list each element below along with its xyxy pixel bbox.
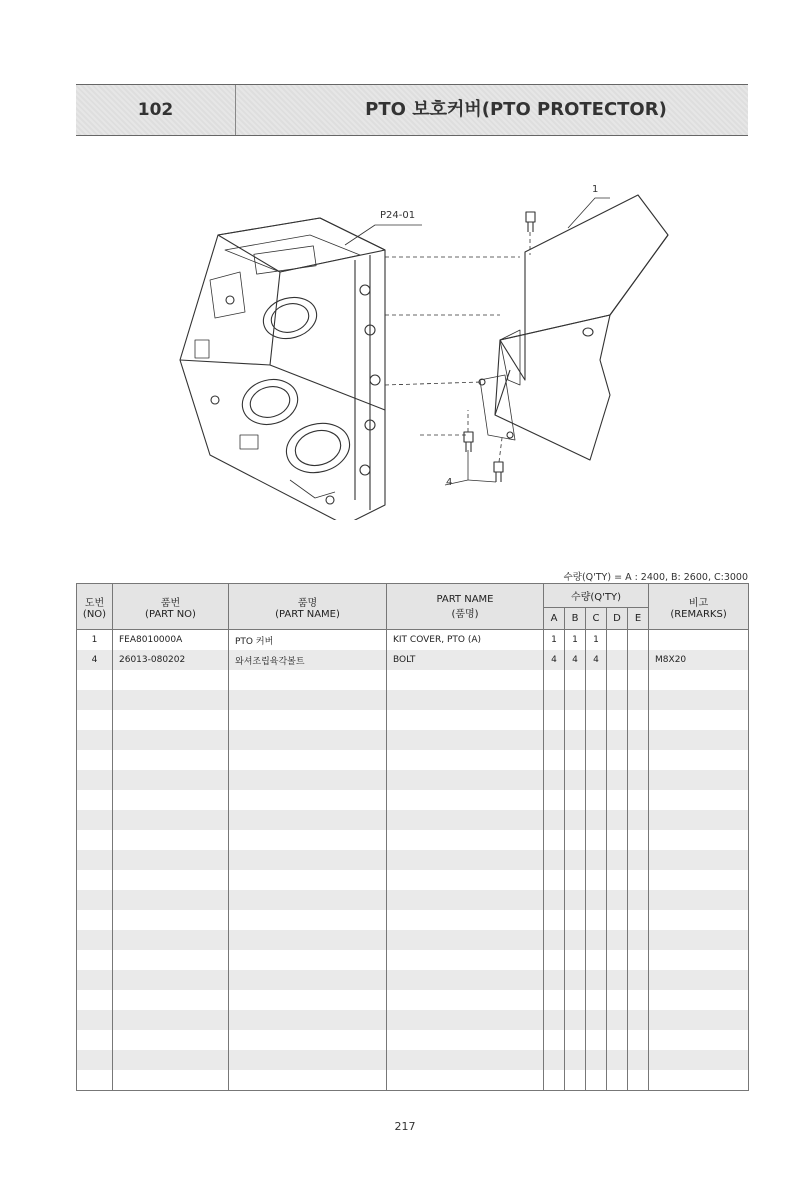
empty-row: [77, 1010, 749, 1030]
cell-part-no: FEA8010000A: [113, 630, 229, 651]
empty-row: [77, 770, 749, 790]
cell-no: 1: [77, 630, 113, 651]
cell-qty-b: 4: [565, 650, 586, 670]
section-title: PTO 보호커버(PTO PROTECTOR): [365, 99, 667, 120]
header-qty-e: E: [628, 608, 649, 630]
cell-qty-c: 1: [586, 630, 607, 651]
empty-row: [77, 970, 749, 990]
cell-name-en: KIT COVER, PTO (A): [387, 630, 544, 651]
callout-4: 4: [446, 477, 453, 488]
quantity-note: 수량(Q'TY) = A : 2400, B: 2600, C:3000: [563, 572, 748, 583]
empty-row: [77, 830, 749, 850]
table-row: [77, 630, 749, 651]
empty-row: [77, 730, 749, 750]
empty-row: [77, 890, 749, 910]
cell-qty-d: [607, 650, 628, 670]
cell-remarks: [649, 630, 749, 651]
empty-row: [77, 910, 749, 930]
cell-qty-e: [628, 650, 649, 670]
empty-row: [77, 870, 749, 890]
cell-qty-e: [628, 630, 649, 651]
empty-row: [77, 790, 749, 810]
cell-name-ko: 와셔조립육각볼트: [229, 650, 387, 670]
cell-qty-b: 1: [565, 630, 586, 651]
callout-1: 1: [592, 184, 599, 195]
cell-part-no: 26013-080202: [113, 650, 229, 670]
empty-row: [77, 990, 749, 1010]
page-number: 217: [394, 1120, 416, 1133]
empty-row: [77, 750, 749, 770]
header-qty-c: C: [586, 608, 607, 630]
empty-row: [77, 710, 749, 730]
empty-row: [77, 690, 749, 710]
empty-row: [77, 1030, 749, 1050]
header-no: 도번 (NO): [77, 584, 113, 630]
parts-table: [76, 583, 749, 1091]
pto-cover-drawing: [479, 195, 668, 460]
empty-row: [77, 810, 749, 830]
gearbox-housing-drawing: [180, 218, 385, 520]
empty-row: [77, 670, 749, 690]
cell-qty-a: 1: [544, 630, 565, 651]
header-qty-d: D: [607, 608, 628, 630]
cell-qty-a: 4: [544, 650, 565, 670]
cell-name-en: BOLT: [387, 650, 544, 670]
section-number: 102: [137, 100, 174, 120]
exploded-parts-diagram: [170, 180, 670, 520]
cell-qty-d: [607, 630, 628, 651]
cell-no: 4: [77, 650, 113, 670]
header-qty: 수량(Q'TY): [544, 584, 649, 608]
page-header: [76, 84, 748, 136]
empty-row: [77, 1070, 749, 1091]
empty-row: [77, 930, 749, 950]
cell-qty-c: 4: [586, 650, 607, 670]
header-part-no: 품번 (PART NO): [113, 584, 229, 630]
callout-p24-01: P24-01: [380, 210, 416, 221]
table-row: [77, 650, 749, 670]
header-qty-a: A: [544, 608, 565, 630]
cell-remarks: M8X20: [649, 650, 749, 670]
empty-row: [77, 950, 749, 970]
header-part-name-ko: 품명 (PART NAME): [229, 584, 387, 630]
header-part-name-en: PART NAME (품명): [387, 584, 544, 630]
cell-name-ko: PTO 커버: [229, 630, 387, 651]
empty-row: [77, 850, 749, 870]
header-qty-b: B: [565, 608, 586, 630]
empty-row: [77, 1050, 749, 1070]
header-remarks: 비고 (REMARKS): [649, 584, 749, 630]
